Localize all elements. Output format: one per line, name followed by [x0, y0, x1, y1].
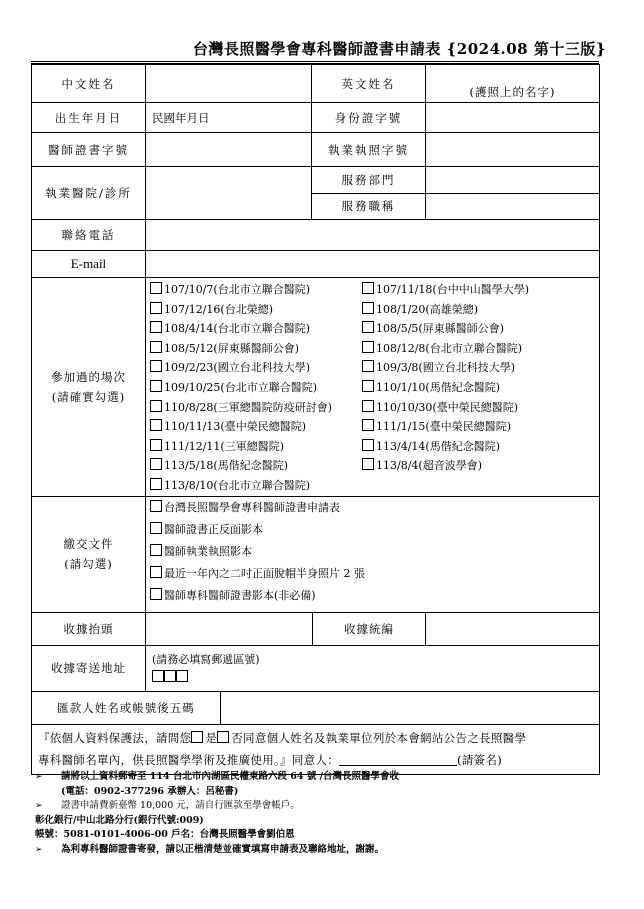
document-checkbox[interactable]: [150, 500, 162, 512]
event-checkbox[interactable]: [362, 282, 374, 294]
event-checkbox[interactable]: [362, 380, 374, 392]
note-mail-address: 請將以上資料郵寄至 114 台北市內湖區民權東路六段 64 號 /台灣長照醫學會收: [61, 771, 400, 782]
event-option[interactable]: [362, 378, 562, 398]
event-label: 108/4/14(台北市立聯合醫院): [164, 322, 310, 336]
license-number-field[interactable]: [426, 133, 600, 167]
department-position-labels: [312, 167, 426, 220]
english-name-label: 英文姓名: [312, 65, 426, 103]
event-option[interactable]: [150, 358, 362, 378]
docs-label-line2: (請勾選): [64, 557, 113, 572]
event-option[interactable]: [150, 417, 362, 437]
receipt-tax-id-field[interactable]: [426, 612, 600, 645]
event-checkbox[interactable]: [362, 439, 374, 451]
zip-box-3[interactable]: [176, 670, 188, 682]
document-label: 最近一年內之二吋正面脫帽半身照片 2 張: [164, 566, 365, 580]
event-label: 111/1/15(臺中榮民總醫院): [376, 420, 511, 434]
event-label: 113/5/18(馬偕紀念醫院): [164, 459, 288, 473]
event-label: 108/5/5(屏東縣醫師公會): [376, 322, 504, 336]
document-label: 醫師專科醫師證書影本(非必備): [164, 588, 316, 602]
document-label: 醫師證書正反面影本: [164, 522, 263, 536]
consent-yes-label: 是: [205, 730, 218, 745]
events-label: [32, 278, 146, 497]
receipt-address-field[interactable]: [146, 645, 600, 691]
events-grid: [150, 278, 595, 496]
cert-number-field[interactable]: [146, 133, 312, 167]
docs-checklist: [146, 496, 600, 612]
event-checkbox[interactable]: [150, 380, 162, 392]
receipt-title-field[interactable]: [146, 612, 426, 645]
license-number-label: 執業執照字號: [312, 133, 426, 167]
department-field[interactable]: [426, 167, 599, 193]
phone-label: 聯絡電話: [32, 220, 146, 251]
event-option[interactable]: [362, 358, 562, 378]
event-option[interactable]: [150, 378, 362, 398]
receipt-address-label: 收據寄送地址: [32, 645, 146, 691]
bullet-icon: ➢: [35, 844, 43, 855]
event-label: 108/5/12(屏東縣醫師公會): [164, 341, 299, 355]
event-option[interactable]: [362, 437, 562, 457]
event-option[interactable]: [362, 300, 562, 320]
event-label: 111/12/11(三軍總醫院): [164, 439, 284, 453]
event-checkbox[interactable]: [150, 478, 162, 490]
docs-label: [32, 496, 146, 612]
email-label: E-mail: [32, 251, 146, 278]
document-checkbox[interactable]: [150, 544, 162, 556]
event-label: 113/4/14(馬偕紀念醫院): [376, 439, 500, 453]
consent-text-1: 『依個人資料保護法，請問您: [38, 730, 192, 745]
event-option[interactable]: [150, 456, 362, 476]
event-checkbox[interactable]: [150, 341, 162, 353]
id-number-label: 身份證字號: [312, 103, 426, 133]
event-checkbox[interactable]: [362, 321, 374, 333]
event-label: 109/3/8(國立台北科技大學): [376, 361, 515, 375]
consent-no-checkbox[interactable]: [217, 731, 229, 743]
cert-number-label: 醫師證書字號: [32, 133, 146, 167]
event-label: 107/10/7(台北市立聯合醫院): [164, 283, 310, 296]
event-checkbox[interactable]: [150, 360, 162, 372]
remitter-label: 匯款人姓名或帳號後五碼: [32, 692, 221, 724]
event-label: 107/11/18(台中中山醫學大學): [376, 283, 529, 296]
document-checkbox[interactable]: [150, 566, 162, 578]
document-option[interactable]: [150, 541, 595, 563]
event-option[interactable]: [150, 398, 362, 418]
event-checkbox[interactable]: [150, 439, 162, 451]
event-option[interactable]: [150, 339, 362, 359]
document-option[interactable]: [150, 563, 595, 585]
event-checkbox[interactable]: [362, 302, 374, 314]
document-checkbox[interactable]: [150, 588, 162, 600]
event-checkbox[interactable]: [150, 419, 162, 431]
event-checkbox[interactable]: [150, 400, 162, 412]
event-option[interactable]: [150, 437, 362, 457]
event-label: 108/12/8(台北市立聯合醫院): [376, 341, 522, 355]
event-option[interactable]: [362, 456, 562, 476]
event-label: 110/8/28(三軍總醫院防疫研討會): [164, 400, 332, 414]
event-option[interactable]: [150, 280, 362, 300]
chinese-name-field[interactable]: [146, 65, 312, 103]
event-option[interactable]: [150, 319, 362, 339]
event-label: 107/12/16(台北榮總): [164, 302, 273, 316]
event-checkbox[interactable]: [150, 321, 162, 333]
event-checkbox[interactable]: [150, 302, 162, 314]
hospital-field[interactable]: [146, 167, 312, 220]
note-contact: (電話：0902-377296 承辦人：呂秘書): [61, 785, 239, 797]
signature-line[interactable]: [339, 753, 457, 766]
application-form-table: [31, 64, 600, 775]
event-label: 110/10/30(臺中榮民總醫院): [376, 400, 518, 414]
english-name-field[interactable]: [426, 65, 600, 103]
document-option[interactable]: [150, 497, 595, 519]
document-label: 台灣長照醫學會專科醫師證書申請表: [164, 500, 340, 514]
event-checkbox[interactable]: [362, 419, 374, 431]
event-option[interactable]: [362, 398, 562, 418]
remitter-field[interactable]: [221, 692, 599, 724]
document-option[interactable]: [150, 585, 595, 607]
event-checkbox[interactable]: [362, 341, 374, 353]
note-bank: 彰化銀行/中山北路分行(銀行代號:009): [35, 814, 204, 826]
event-label: 113/8/4(超音波學會): [376, 459, 482, 473]
events-checklist: [146, 278, 600, 497]
event-checkbox[interactable]: [150, 282, 162, 294]
signature-hint: (請簽名): [457, 752, 503, 767]
consent-text-2: 否同意個人姓名及執業單位列於本會網站公告之長照醫學: [231, 730, 527, 745]
department-label: 服務部門: [341, 172, 396, 187]
event-label: 108/1/20(高雄榮總): [376, 302, 478, 316]
event-option[interactable]: [150, 300, 362, 320]
event-checkbox[interactable]: [362, 458, 374, 470]
notes-section: [35, 770, 605, 857]
consent-cell: [32, 724, 600, 774]
event-label: 110/1/10(馬偕紀念醫院): [376, 380, 500, 394]
event-option[interactable]: [150, 476, 362, 496]
document-checkbox[interactable]: [150, 522, 162, 534]
event-label: 109/2/23(國立台北科技大學): [164, 361, 310, 375]
position-label: 服務職稱: [312, 193, 425, 220]
bullet-icon: ➢: [35, 801, 43, 811]
events-label-line2: (請確實勾選): [51, 389, 126, 404]
zip-box-1[interactable]: [152, 670, 164, 682]
zip-code-boxes[interactable]: [152, 670, 593, 684]
event-checkbox[interactable]: [150, 458, 162, 470]
birth-date-field[interactable]: 民國年月日: [146, 103, 312, 133]
position-field[interactable]: [426, 193, 599, 220]
phone-field[interactable]: [146, 220, 600, 251]
zip-box-2[interactable]: [164, 670, 176, 682]
consent-text-3: 專科醫師名單內，供長照醫學學術及推廣使用。』同意人：: [38, 752, 340, 767]
hospital-label: 執業醫院/診所: [32, 167, 146, 220]
event-option[interactable]: [362, 417, 562, 437]
consent-yes-checkbox[interactable]: [191, 731, 203, 743]
receipt-title-label: 收據抬頭: [32, 612, 146, 645]
document-label: 醫師執業執照影本: [164, 544, 252, 558]
zip-hint: (請務必填寫郵遞區號): [152, 652, 260, 666]
event-checkbox[interactable]: [362, 400, 374, 412]
event-label: 110/11/13(臺中榮民總醫院): [164, 420, 306, 434]
birth-date-label: 出生年月日: [32, 103, 146, 133]
events-label-line1: 參加過的場次: [51, 369, 126, 384]
note-reminder: 為利專科醫師證書寄發，請以正楷清楚並確實填寫申請表及聯絡地址，謝謝。: [61, 843, 385, 855]
bullet-icon: ➢: [35, 772, 43, 782]
event-label: 113/8/10(台北市立聯合醫院): [164, 478, 310, 492]
note-account: 帳號：5081-0101-4006-00 戶名：台灣長照醫學會劉伯恩: [35, 829, 295, 840]
docs-list: [150, 497, 595, 607]
document-option[interactable]: [150, 519, 595, 541]
event-checkbox[interactable]: [362, 360, 374, 372]
event-option[interactable]: [362, 280, 562, 300]
note-fee: 證書申請費新臺幣 10,000 元，請自行匯款至學會帳戶。: [61, 800, 300, 811]
event-label: 109/10/25(台北市立聯合醫院): [164, 380, 317, 394]
email-field[interactable]: [146, 251, 600, 278]
event-option[interactable]: [362, 339, 562, 359]
chinese-name-label: 中文姓名: [32, 65, 146, 103]
event-option[interactable]: [362, 319, 562, 339]
english-name-hint: (護照上的名字): [469, 85, 556, 99]
receipt-tax-id-label: 收據統編: [312, 613, 425, 645]
remitter-row: [32, 691, 600, 724]
department-position-fields: [426, 167, 600, 220]
form-title: 台灣長照醫學會專科醫師證書申請表 {2024.08 第十三版}: [192, 40, 606, 58]
docs-label-line1: 繳交文件: [63, 537, 114, 552]
id-number-field[interactable]: [426, 103, 600, 133]
